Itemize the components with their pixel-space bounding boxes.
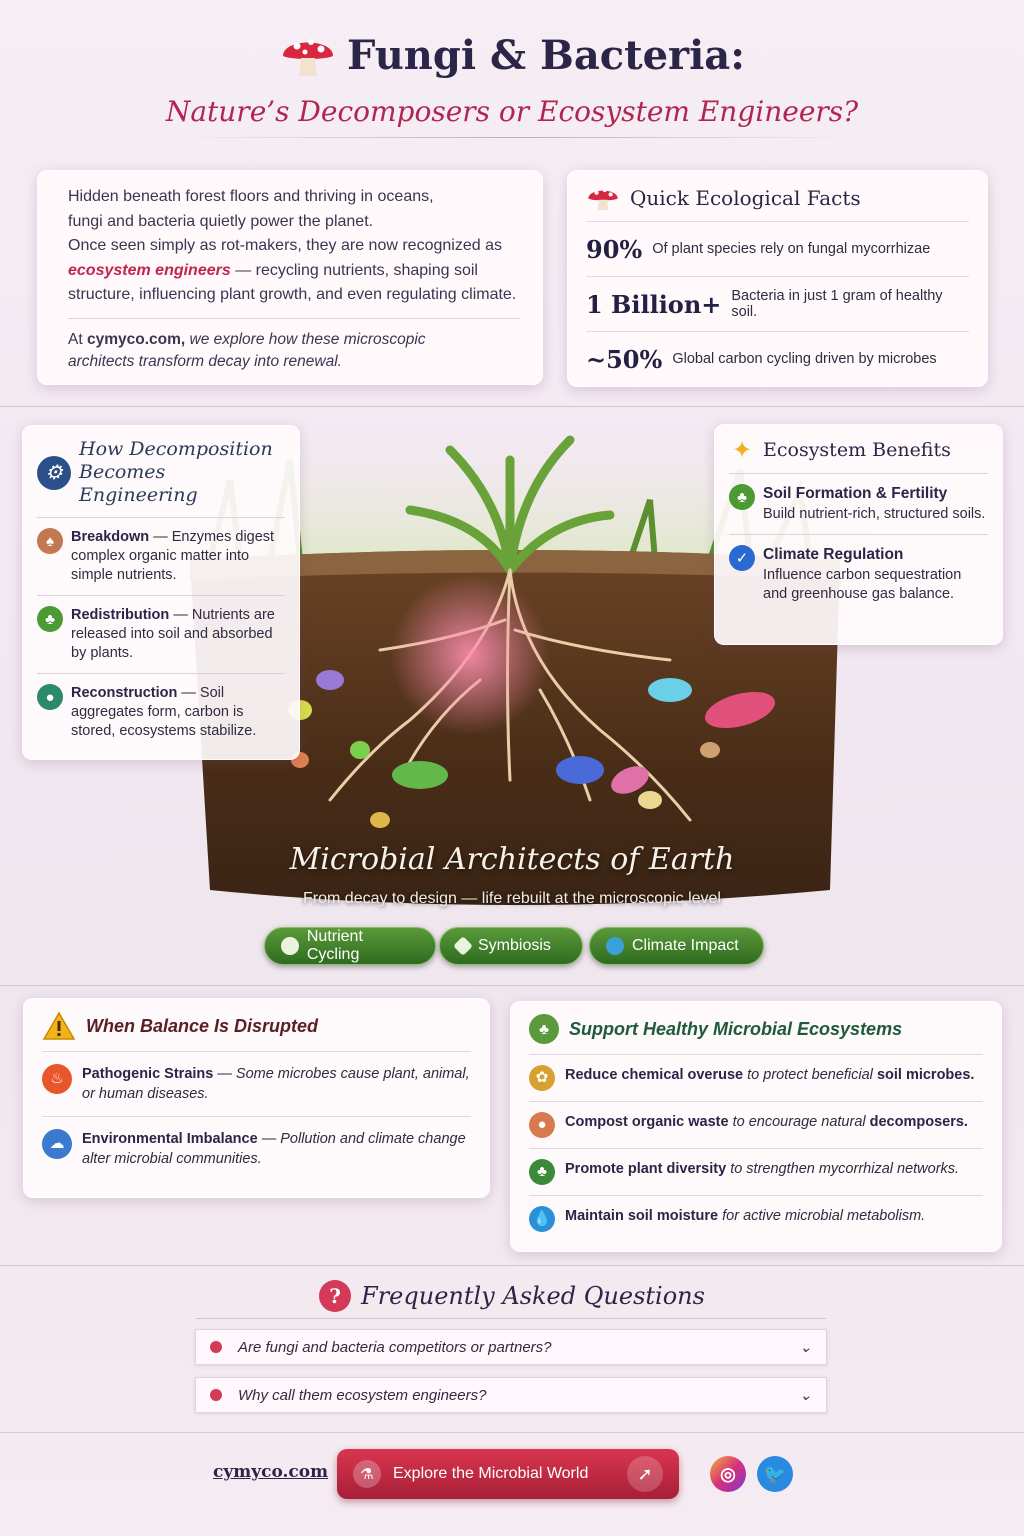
intro-site-line: At cymyco.com, we explore how these microscopic architects transform decay into renewal. [68,330,426,370]
fact-value: ~50% [586,344,663,374]
header [0,30,1024,128]
explore-button-label: Explore the Microbial World [393,1465,589,1482]
process-step: ♠ Breakdown — Enzymes digest complex organic matter into simple nutrients. [37,517,285,595]
intro-card [37,170,543,385]
pill-label: Symbiosis [478,937,551,954]
faq-divider [196,1318,826,1319]
hero-subtitle: From decay to design — life rebuilt at the microscopic level [303,890,721,907]
item-name: Pathogenic Strains [82,1066,214,1082]
highlight-text: ecosystem engineers [68,261,231,279]
bullet-icon [210,1341,222,1353]
benefits-header [715,425,1002,473]
leaf-icon: ♣ [37,606,63,632]
benefits-title: Ecosystem Benefits [763,438,951,461]
twitter-icon[interactable]: 🐦 [757,1456,793,1492]
compost-icon: ● [529,1112,555,1138]
process-step: ● Reconstruction — Soil aggregates form, carbon is stored, ecosystems stabilize. [37,673,285,751]
hero-title: Microbial Architects of Earth [289,842,735,877]
disrupted-item: ☁ Environmental Imbalance — Pollution and climate change alter microbial communities. [42,1116,471,1181]
cloud-icon: ☁ [42,1129,72,1159]
check-icon: ✓ [729,545,755,571]
pill-symbiosis[interactable] [439,927,583,965]
chevron-down-icon[interactable]: ⌄ [799,1387,812,1404]
fact-row [586,276,969,331]
flame-icon: ♨ [42,1064,72,1094]
intro-divider [68,318,520,319]
mushroom-icon: ♠ [37,528,63,554]
facts-title: Quick Ecological Facts [630,186,861,210]
support-card [510,1001,1002,1252]
gear-icon: ⚙ [37,456,71,490]
benefit-name: Climate Regulation [763,546,904,563]
intro-paragraph-1: Hidden beneath forest floors and thriving in oceans, fungi and bacteria quietly power the planet. [68,188,434,230]
explore-button[interactable] [337,1449,679,1499]
support-item: ● Compost organic waste to encourage natural decomposers. [529,1101,983,1148]
process-title: How Decomposition Becomes Engineering [79,438,273,506]
plant-icon: ♣ [529,1159,555,1185]
faq-header [0,1280,1024,1312]
fact-text: Of plant species rely on fungal mycorrhizae [652,241,931,257]
footer-site-link[interactable]: cymyco.com [213,1462,329,1482]
leaves-icon: ♣ [529,1014,559,1044]
fact-text: Bacteria in just 1 gram of healthy soil. [731,288,943,320]
benefit-item: ✓ Climate Regulation Influence carbon sequestration and greenhouse gas balance. [729,534,988,614]
pill-label: Climate Impact [632,937,739,954]
faq-question: Why call them ecosystem engineers? [238,1386,487,1404]
symbiosis-icon [453,936,473,956]
step-name: Reconstruction [71,685,178,701]
section-divider [0,985,1024,986]
sparkle-icon: ✦ [731,435,753,464]
question-icon: ? [319,1280,351,1312]
title-divider [170,137,860,138]
pill-label: Nutrient Cycling [306,928,363,963]
section-divider [0,1432,1024,1433]
disrupted-card [23,998,490,1198]
globe-icon: ● [37,684,63,710]
fact-row [586,221,969,276]
microscope-icon: ⚗ [353,1460,381,1488]
mushroom-icon [279,30,337,80]
process-header [23,426,299,517]
page-subtitle: Nature’s Decomposers or Ecosystem Engineers? [165,95,859,128]
fact-text: Global carbon cycling driven by microbes [672,351,937,367]
support-item: 💧 Maintain soil moisture for active microbial metabolism. [529,1195,983,1242]
pill-climate-impact[interactable] [589,927,764,965]
benefits-card [714,424,1003,645]
faq-question: Are fungi and bacteria competitors or partners? [238,1338,552,1356]
support-title: Support Healthy Microbial Ecosystems [569,1018,903,1039]
faq-item[interactable] [195,1377,827,1413]
support-item: ♣ Promote plant diversity to strengthen mycorrhizal networks. [529,1148,983,1195]
step-name: Redistribution [71,607,170,623]
faq-item[interactable] [195,1329,827,1365]
benefit-name: Soil Formation & Fertility [763,485,948,502]
pill-nutrient-cycling[interactable] [264,927,436,965]
droplet-icon: 💧 [529,1206,555,1232]
disrupted-item: ♨ Pathogenic Strains — Some microbes cause plant, animal, or human diseases. [42,1051,471,1116]
fact-row [586,331,969,386]
mushroom-icon [586,183,620,213]
fact-value: 90% [586,234,643,264]
leaf-icon: ♣ [729,484,755,510]
arrow-icon: ➚ [627,1456,663,1492]
cycle-icon [281,937,299,955]
facts-card [567,170,988,387]
step-name: Breakdown [71,529,150,545]
intro-paragraph-2: Once seen simply as rot-makers, they are now recognized as ecosystem engineers — recycling nutrients, shaping soil structure, influencing plant growth, and even regulating climate. [68,237,517,303]
disrupted-header [24,999,489,1051]
globe-icon [606,937,624,955]
section-divider [0,1265,1024,1266]
process-step: ♣ Redistribution — Nutrients are released into soil and absorbed by plants. [37,595,285,673]
wheat-icon: ✿ [529,1065,555,1091]
process-card [22,425,300,760]
benefit-item: ♣ Soil Formation & Fertility Build nutrient-rich, structured soils. [729,473,988,534]
facts-header [568,171,987,221]
disrupted-title: When Balance Is Disrupted [86,1015,319,1036]
support-header [511,1002,1001,1054]
support-item: ✿ Reduce chemical overuse to protect beneficial soil microbes. [529,1054,983,1101]
chevron-down-icon[interactable]: ⌄ [799,1339,812,1356]
page-title: Fungi & Bacteria: [347,31,745,79]
bullet-icon [210,1389,222,1401]
item-name: Environmental Imbalance [82,1131,258,1147]
instagram-icon[interactable]: ◎ [710,1456,746,1492]
warning-icon [42,1011,76,1041]
fact-value: 1 Billion+ [586,289,722,319]
faq-title: Frequently Asked Questions [361,1282,705,1310]
intro-site-link[interactable]: cymyco.com, [86,330,186,348]
section-divider [0,406,1024,407]
